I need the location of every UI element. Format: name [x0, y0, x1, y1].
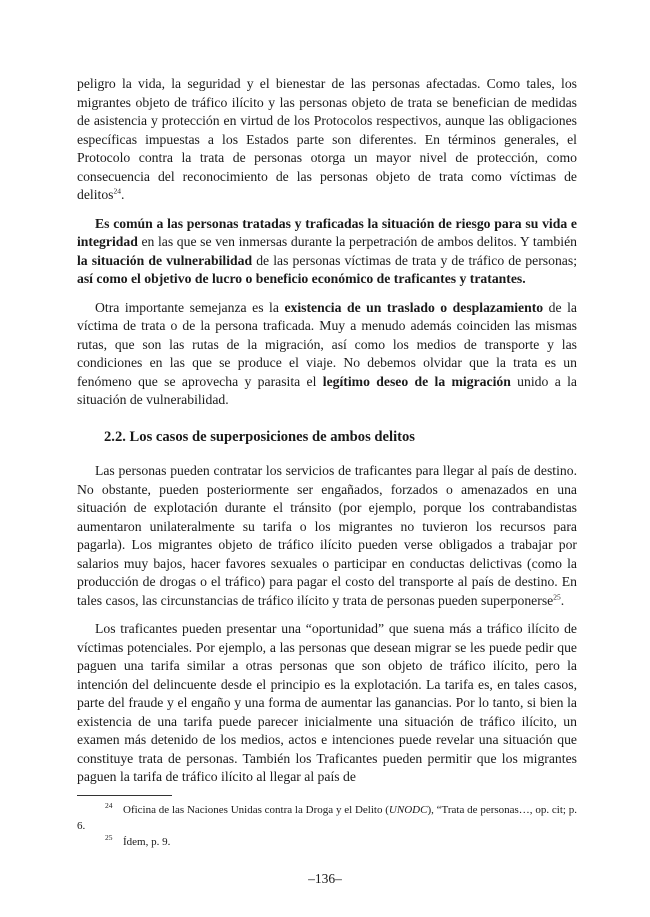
paragraph-2: Es común a las personas tratadas y traficadas la situación de riesgo para su vida e integridad en las que se ven inmersas durante la perpetración de ambos delitos. Y también la situación de vulnerabilidad de las personas víctimas de trata y de tráfico de personas; así como el objetivo de lucro o beneficio económico de traficantes y tratantes. [77, 215, 577, 286]
footnote-24: 24 Oficina de las Naciones Unidas contra la Droga y el Delito (UNODC), “Trata de personas…, op. cit; p. 6. [77, 801, 577, 832]
footnote-25: 25 Ídem, p. 9. [105, 833, 171, 848]
paragraph-4: Las personas pueden contratar los servicios de traficantes para llegar al país de destino. No obstante, pueden posteriormente ser engañados, forzados o amenazados en una situación de explotación durante el tránsito (por ejemplo, porque los contrabandistas aumentaron unilateralmente su tarifa o los migrantes no tuvieron los recursos para pagarla). Los migrantes objeto de tráfico ilícito pueden verse obligados a trabajar por salarios muy bajos, hacer favores sexuales o participar en conductas delictivas (como la producción de drogas o el tráfico) para pagar el costo del transporte al país de destino. En tales casos, las circunstancias de tráfico ilícito y trata de personas pueden superponerse$^{25}$. [77, 463, 577, 608]
footnotes [77, 795, 577, 850]
footnote-ref-24: 24 [113, 186, 121, 196]
footnote-divider [77, 795, 172, 796]
page-number: –136– [308, 871, 342, 886]
body-text [77, 75, 577, 797]
section-heading: 2.2. Los casos de superposiciones de ambos delitos [104, 428, 415, 445]
footnote-ref-25: 25 [553, 591, 561, 601]
paragraph-3: Otra importante semejanza es la existencia de un traslado o desplazamiento de la víctima de trata o de la persona traficada. Muy a menudo además coinciden las mismas rutas, que son las rutas de la migración, así como los medios de transporte y las condiciones en las que se produce el viaje. No debemos olvidar que la trata es un fenómeno que se aprovecha y parasita el legítimo deseo de la migración unido a la situación de vulnerabilidad. [77, 299, 577, 407]
paragraph-1: peligro la vida, la seguridad y el bienestar de las personas afectadas. Como tales, los migrantes objeto de tráfico ilícito y las personas objeto de trata se benefician de medidas de asistencia y protección en virtud de los Protocolos respectivos, aunque las obligaciones específicas impuestas a los Estados parte son diferentes. En términos generales, el Protocolo contra la trata de personas otorga un mayor nivel de protección, como consecuencia del reconocimiento de las personas objeto de trata como víctimas de delitos$^{24}$. [77, 76, 577, 202]
paragraph-5: Los traficantes pueden presentar una “oportunidad” que suena más a tráfico ilícito de víctimas potenciales. Por ejemplo, a las personas que desean migrar se les puede pedir que paguen una tarifa similar a otras personas que son objeto de tráfico ilícito, pero la intención del delincuente desde el principio es la explotación. La tarifa es, en tales casos, parte del fraude y el engaño y una forma de aumentar las ganancias. Por lo tanto, si bien la existencia de una tarifa puede parecer inicialmente una situación de tráfico ilícito, un examen más detenido de los medios, actos e intenciones puede revelar una situación que constituye trata de personas. También los Traficantes pueden permitir que los migrantes paguen la tarifa de tráfico ilícito al llegar al país de [77, 621, 577, 784]
